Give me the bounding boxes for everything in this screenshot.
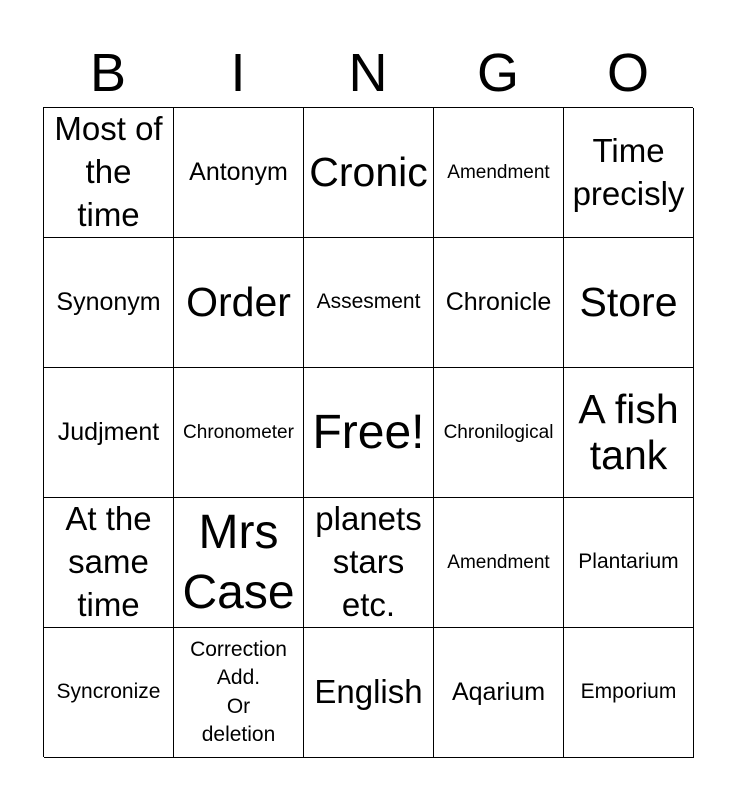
header-letter-g: G xyxy=(476,43,519,103)
cell-text: Judjment xyxy=(57,417,160,446)
cell-text: Plantarium xyxy=(578,550,679,574)
cell-text: Chronicle xyxy=(445,287,552,316)
cell-text: Antonym xyxy=(189,157,288,186)
cell-text: At the same time xyxy=(65,500,152,623)
bingo-cell[interactable] xyxy=(174,108,304,238)
cell-text: Most of the time xyxy=(54,110,163,233)
bingo-cell[interactable] xyxy=(304,498,434,628)
bingo-cell[interactable] xyxy=(564,628,694,758)
cell-text: Store xyxy=(579,278,678,325)
bingo-cell[interactable] xyxy=(174,498,304,628)
bingo-cell[interactable] xyxy=(304,628,434,758)
cell-text: Time precisly xyxy=(572,131,685,212)
bingo-cell[interactable] xyxy=(434,368,564,498)
header-letter-b: B xyxy=(89,43,127,103)
header-letter-i: I xyxy=(230,43,246,103)
cell-text: English xyxy=(314,673,423,711)
bingo-cell[interactable] xyxy=(434,498,564,628)
cell-text: Correction Add. Or deletion xyxy=(190,637,287,746)
bingo-cell[interactable] xyxy=(434,108,564,238)
bingo-cell[interactable] xyxy=(564,498,694,628)
cell-text: Assesment xyxy=(316,290,421,314)
bingo-cell[interactable] xyxy=(564,238,694,368)
cell-text: Amendment xyxy=(447,551,550,573)
bingo-cell[interactable] xyxy=(174,368,304,498)
cell-text: Amendment xyxy=(447,161,550,183)
header-letter-n: N xyxy=(348,43,388,103)
cell-text: Synonym xyxy=(56,287,161,316)
bingo-cell[interactable] xyxy=(434,628,564,758)
bingo-cell[interactable] xyxy=(44,238,174,368)
cell-text: A fish tank xyxy=(578,386,679,478)
bingo-card-grid xyxy=(43,107,693,757)
bingo-cell[interactable] xyxy=(304,238,434,368)
bingo-cell[interactable] xyxy=(174,628,304,758)
bingo-cell[interactable] xyxy=(434,238,564,368)
cell-text: Cronic xyxy=(309,148,428,195)
bingo-header xyxy=(43,40,693,106)
bingo-cell[interactable] xyxy=(564,108,694,238)
cell-text: Free! xyxy=(312,405,425,459)
bingo-cell[interactable] xyxy=(174,238,304,368)
bingo-cell[interactable] xyxy=(304,368,434,498)
cell-text: Chronilogical xyxy=(443,421,554,443)
cell-text: Syncronize xyxy=(56,680,161,704)
bingo-cell[interactable] xyxy=(304,108,434,238)
cell-text: Aqarium xyxy=(451,677,546,706)
cell-text: Chronometer xyxy=(183,421,294,443)
header-letter-o: O xyxy=(606,43,649,103)
bingo-cell[interactable] xyxy=(44,108,174,238)
bingo-cell[interactable] xyxy=(564,368,694,498)
cell-text: planets stars etc. xyxy=(315,500,422,623)
bingo-cell[interactable] xyxy=(44,628,174,758)
cell-text: Emporium xyxy=(580,680,677,704)
cell-text: Order xyxy=(186,278,291,325)
bingo-cell[interactable] xyxy=(44,368,174,498)
bingo-cell[interactable] xyxy=(44,498,174,628)
cell-text: Mrs Case xyxy=(182,505,295,619)
